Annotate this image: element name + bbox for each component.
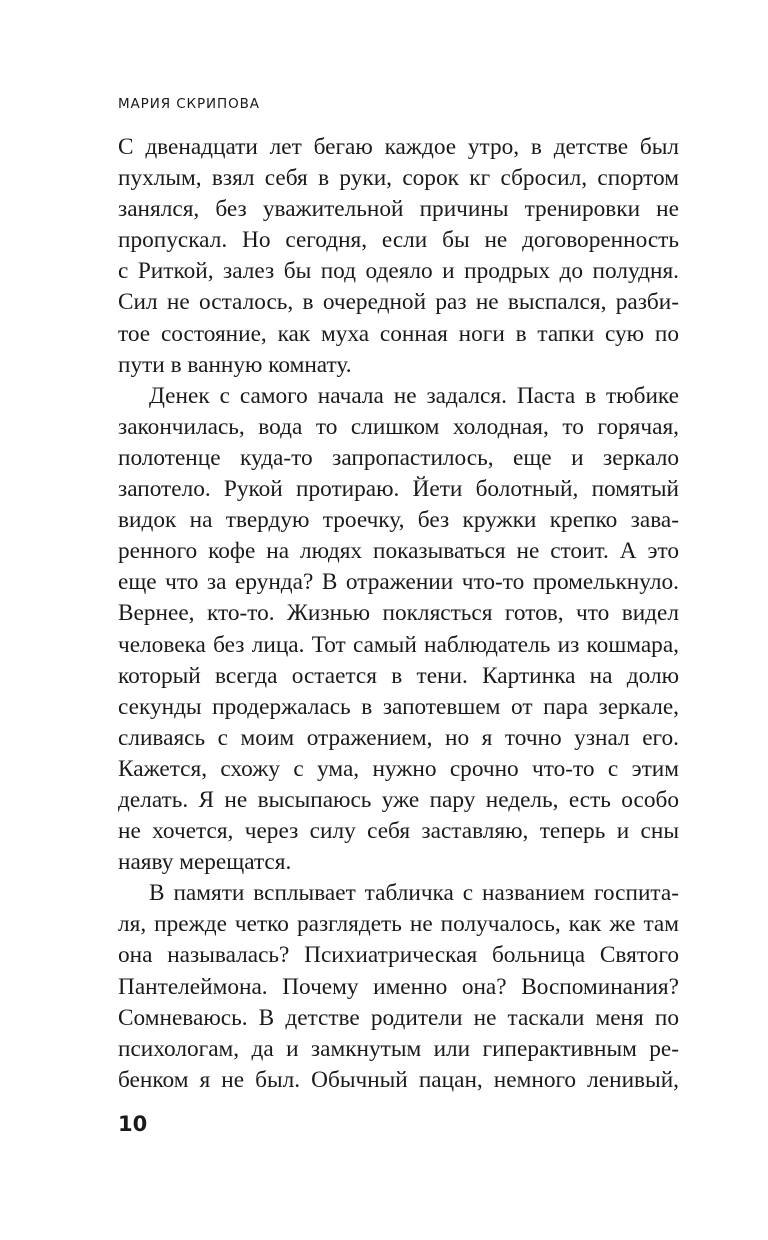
text-line: не хочется, через силу себя заставляю, теперь и сны (118, 818, 679, 845)
text-line: пухлым, взял себя в руки, сорок кг сбросил, спортом (118, 165, 679, 192)
text-line: закончилась, вода то слишком холодная, то горячая, (118, 413, 679, 440)
text-line: наяву мерещатся. (118, 849, 292, 876)
text-line: Пантелеймона. Почему именно она? Воспоминания? (118, 973, 679, 1000)
text-line: бенком я не был. Обычный пацан, немного ленивый, (118, 1066, 679, 1093)
text-line: ренного кофе на людях показываться не стоит. А это (118, 538, 679, 565)
text-line: психологам, да и замкнутым или гиперактивным ре- (118, 1035, 679, 1062)
text-line: видок на твердую троечку, без кружки крепко зава- (118, 507, 679, 534)
text-line: С двенадцати лет бегаю каждое утро, в детстве был (118, 134, 679, 160)
text-line: она называлась? Психиатрическая больница Святого (118, 942, 679, 969)
text-line: В памяти всплывает табличка с названием госпита- (149, 880, 679, 907)
text-line: Вернее, кто-то. Жизнью поклясться готов, что видел (118, 600, 679, 627)
text-line: пропускал. Но сегодня, если бы не договоренность (118, 227, 679, 254)
text-line: занялся, без уважительной причины тренировки не (118, 196, 679, 223)
body-text (118, 132, 679, 1096)
text-line: сливаясь с моим отражением, но я точно узнал его. (118, 724, 679, 751)
text-line: который всегда остается в тени. Картинка на долю (118, 662, 679, 689)
text-line: с Риткой, залез бы под одеяло и продрых до полудня. (118, 258, 679, 285)
text-line: Кажется, схожу с ума, нужно срочно что-то с этим (118, 755, 679, 782)
text-line: тое состояние, как муха сонная ноги в тапки сую по (118, 320, 679, 347)
text-line: секунды продержалась в запотевшем от пара зеркале, (118, 693, 679, 720)
text-line: пути в ванную комнату. (118, 351, 352, 378)
text-line: человека без лица. Тот самый наблюдатель из кошмара, (118, 631, 679, 658)
page-number: 10 (118, 1112, 148, 1136)
text-line: ля, прежде четко разглядеть не получалось, как же там (118, 911, 679, 938)
text-line: Сомневаюсь. В детстве родители не таскали меня по (118, 1004, 679, 1031)
text-line: делать. Я не высыпаюсь уже пару недель, есть особо (118, 786, 679, 813)
text-line: Денек с самого начала не задался. Паста в тюбике (149, 382, 679, 409)
running-head-author: МАРИЯ СКРИПОВА (118, 96, 260, 112)
text-line: полотенце куда-то запропастилось, еще и зеркало (118, 444, 679, 471)
text-line: Сил не осталось, в очередной раз не выспался, разби- (118, 289, 679, 316)
text-line: запотело. Рукой протираю. Йети болотный, помятый (118, 476, 679, 503)
text-line: еще что за ерунда? В отражении что-то промелькнуло. (118, 569, 679, 596)
